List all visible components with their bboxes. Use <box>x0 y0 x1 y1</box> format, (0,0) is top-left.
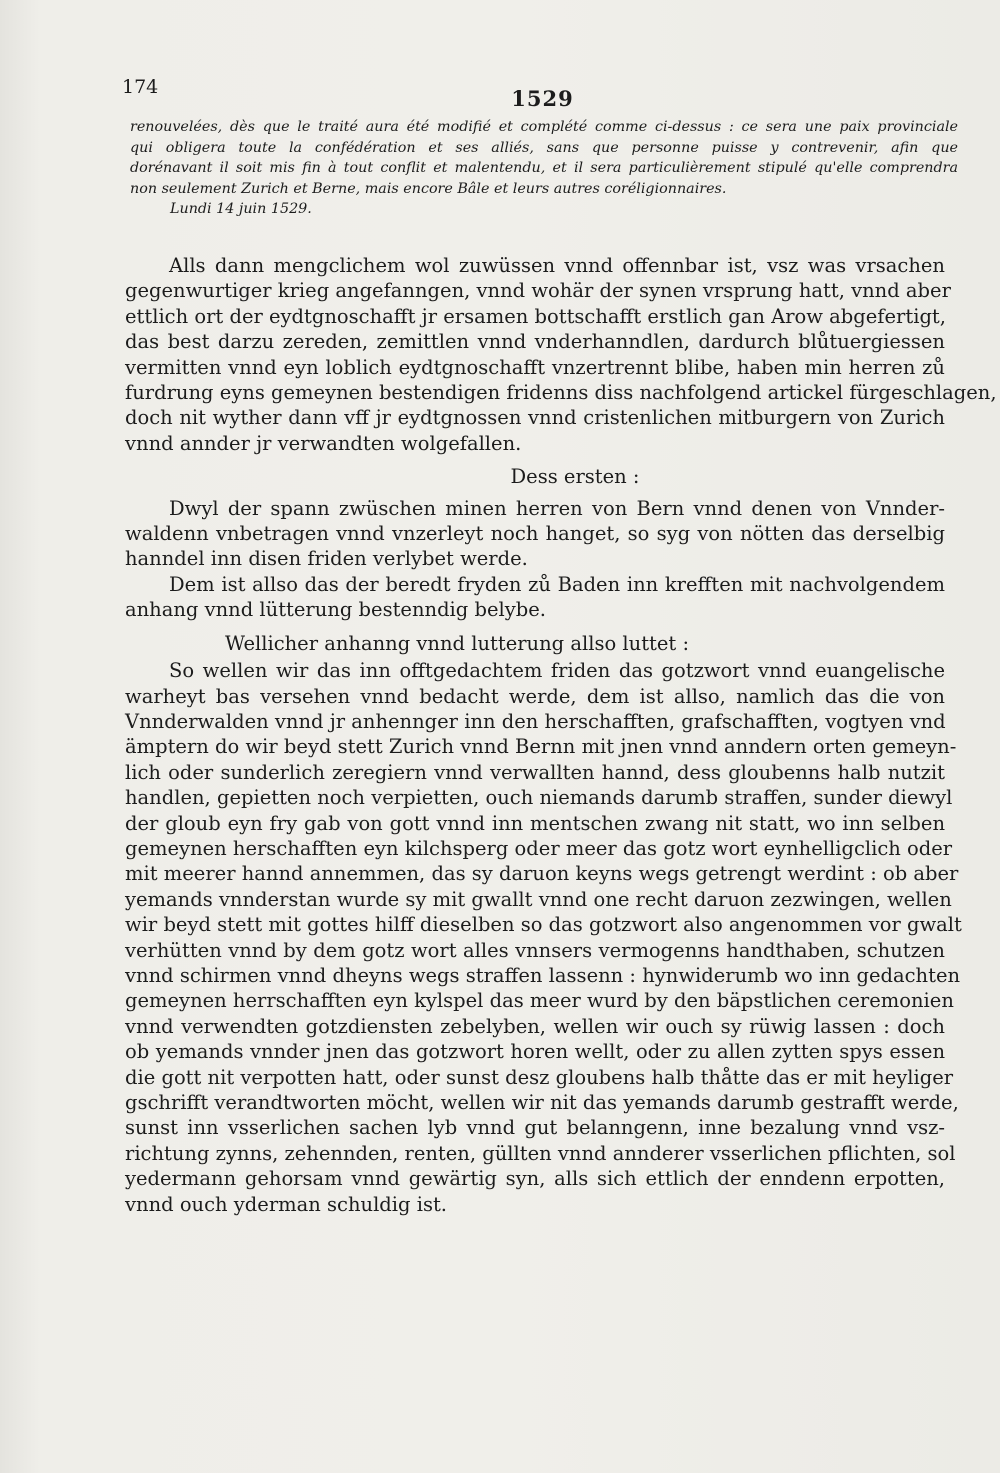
text-line: Dwyl der spann zwüschen minen herren von Bern vnnd denen von Vnnder- <box>169 496 945 520</box>
text-line: mit meerer hannd annemmen, das sy daruon keyns wegs getrengt werdint : ob aber <box>125 862 959 886</box>
section-heading: Wellicher anhanng vnnd lutterung allso luttet : <box>225 631 690 655</box>
text-line: gemeynen herschafften eyn kilchsperg oder meer das gotz wort eynhelligclich oder <box>125 836 953 860</box>
text-line: ob yemands vnnder jnen das gotzwort horen wellt, oder zu allen zytten spys essen <box>125 1040 945 1064</box>
text-line: hanndel inn disen friden verlybet werde. <box>125 547 528 571</box>
summary-line: renouvelées, dès que le traité aura été modifié et complété comme ci-dessus : ce sera une paix provinciale <box>130 119 958 135</box>
text-line: Alls dann mengclichem wol zuwüssen vnnd offennbar ist, vsz was vrsachen <box>169 254 945 277</box>
text-line: vnnd ouch yderman schuldig ist. <box>125 1192 447 1216</box>
text-line: Dem ist allso das der beredt fryden zů Baden inn krefften mit nachvolgendem <box>169 572 945 596</box>
text-line: richtung zynns, zehennden, renten, güllten vnnd annderer vsserlichen pflichten, sol <box>125 1141 956 1165</box>
summary-line: dorénavant il soit mis fin à tout conflit et malentendu, et il sera particulièrement stipulé qu'elle comprendra <box>130 160 958 176</box>
text-line: doch nit wyther dann vff jr eydtgnossen vnnd cristenlichen mitburgern von Zurich <box>125 406 945 430</box>
text-line: die gott nit verpotten hatt, oder sunst desz gloubens halb thåtte das er mit heyliger <box>125 1065 954 1089</box>
text-line: vnnd annder jr verwandten wolgefallen. <box>125 431 522 455</box>
text-line: vnnd schirmen vnnd dheyns wegs straffen lassenn : hynwiderumb wo inn gedachten <box>125 963 961 987</box>
section-heading: Dess ersten : <box>510 465 640 489</box>
text-line: das best darzu zereden, zemittlen vnnd vnderhanndlen, dardurch blůtuergiessen <box>125 330 945 354</box>
french-summary <box>130 117 958 220</box>
text-line: anhang vnnd lütterung bestenndig belybe. <box>125 598 546 622</box>
text-line: yemands vnnderstan wurde sy mit gwallt vnnd one recht daruon zezwingen, wellen <box>125 887 952 911</box>
text-line: waldenn vnbetragen vnnd vnzerleyt noch hanget, so syg von nötten das derselbig <box>125 522 945 546</box>
summary-line: non seulement Zurich et Berne, mais encore Bâle et leurs autres coréligionnaires. <box>130 180 727 197</box>
paragraph-4 <box>125 658 962 1217</box>
text-line: warheyt bas versehen vnnd bedacht werde, dem ist allso, namlich das die von <box>125 684 945 708</box>
text-line: lich oder sunderlich zeregiern vnnd verwallten hannd, dess gloubenns halb nutzit <box>125 760 945 784</box>
text-line: verhütten vnnd by dem gotz wort alles vnnsers vermogenns handthaben, schutzen <box>125 938 945 962</box>
text-line: handlen, gepietten noch verpietten, ouch niemands darumb straffen, sunder diewyl <box>125 786 953 810</box>
paragraph-2 <box>125 496 945 572</box>
main-text <box>125 253 997 1217</box>
summary-date: Lundi 14 juin 1529. <box>170 201 312 217</box>
text-line: yedermann gehorsam vnnd gewärtig syn, alls sich ettlich der enndenn erpotten, <box>125 1167 945 1191</box>
text-line: vermitten vnnd eyn loblich eydtgnoschafft vnzertrennt blibe, haben min herren zů <box>125 355 945 379</box>
paragraph-1 <box>125 253 997 456</box>
text-line: ämptern do wir beyd stett Zurich vnnd Bernn mit jnen vnnd anndern orten gemeyn- <box>125 735 957 759</box>
text-line: gegenwurtiger krieg angefanngen, vnnd wohär der synen vrsprung hatt, vnnd aber <box>125 279 951 303</box>
text-line: furdrung eyns gemeynen bestendigen fridenns diss nachfolgend artickel fürgeschlagen, <box>125 381 997 405</box>
text-line: gschrifft verandtworten möcht, wellen wir nit das yemands darumb gestrafft werde, <box>125 1091 959 1114</box>
text-line: wir beyd stett mit gottes hilff dieselben so das gotzwort also angenommen vor gwalt <box>125 913 962 937</box>
page-number: 174 <box>122 76 159 98</box>
text-line: gemeynen herrschafften eyn kylspel das meer wurd by den bäpstlichen ceremonien <box>125 989 954 1013</box>
text-line: der gloub eyn fry gab von gott vnnd inn mentschen zwang nit statt, wo inn selben <box>125 811 945 835</box>
text-line: sunst inn vsserlichen sachen lyb vnnd gut belanngenn, inne bezalung vnnd vsz- <box>125 1116 945 1140</box>
summary-line: qui obligera toute la confédération et ses alliés, sans que personne puisse y contrevenir, afin que <box>130 139 958 156</box>
text-line: ettlich ort der eydtgnoschafft jr ersamen bottschafft erstlich gan Arow abgefertigt, <box>125 304 946 328</box>
paragraph-3 <box>125 572 945 623</box>
text-line: So wellen wir das inn offtgedachtem friden das gotzwort vnnd euangelische <box>169 659 945 683</box>
text-line: vnnd verwendten gotzdiensten zebelyben, wellen wir ouch sy rüwig lassen : doch <box>125 1014 945 1038</box>
page-year-heading: 1529 <box>511 86 574 111</box>
text-line: Vnnderwalden vnnd jr anhennger inn den herschafften, grafschafften, vogtyen vnd <box>125 709 946 733</box>
